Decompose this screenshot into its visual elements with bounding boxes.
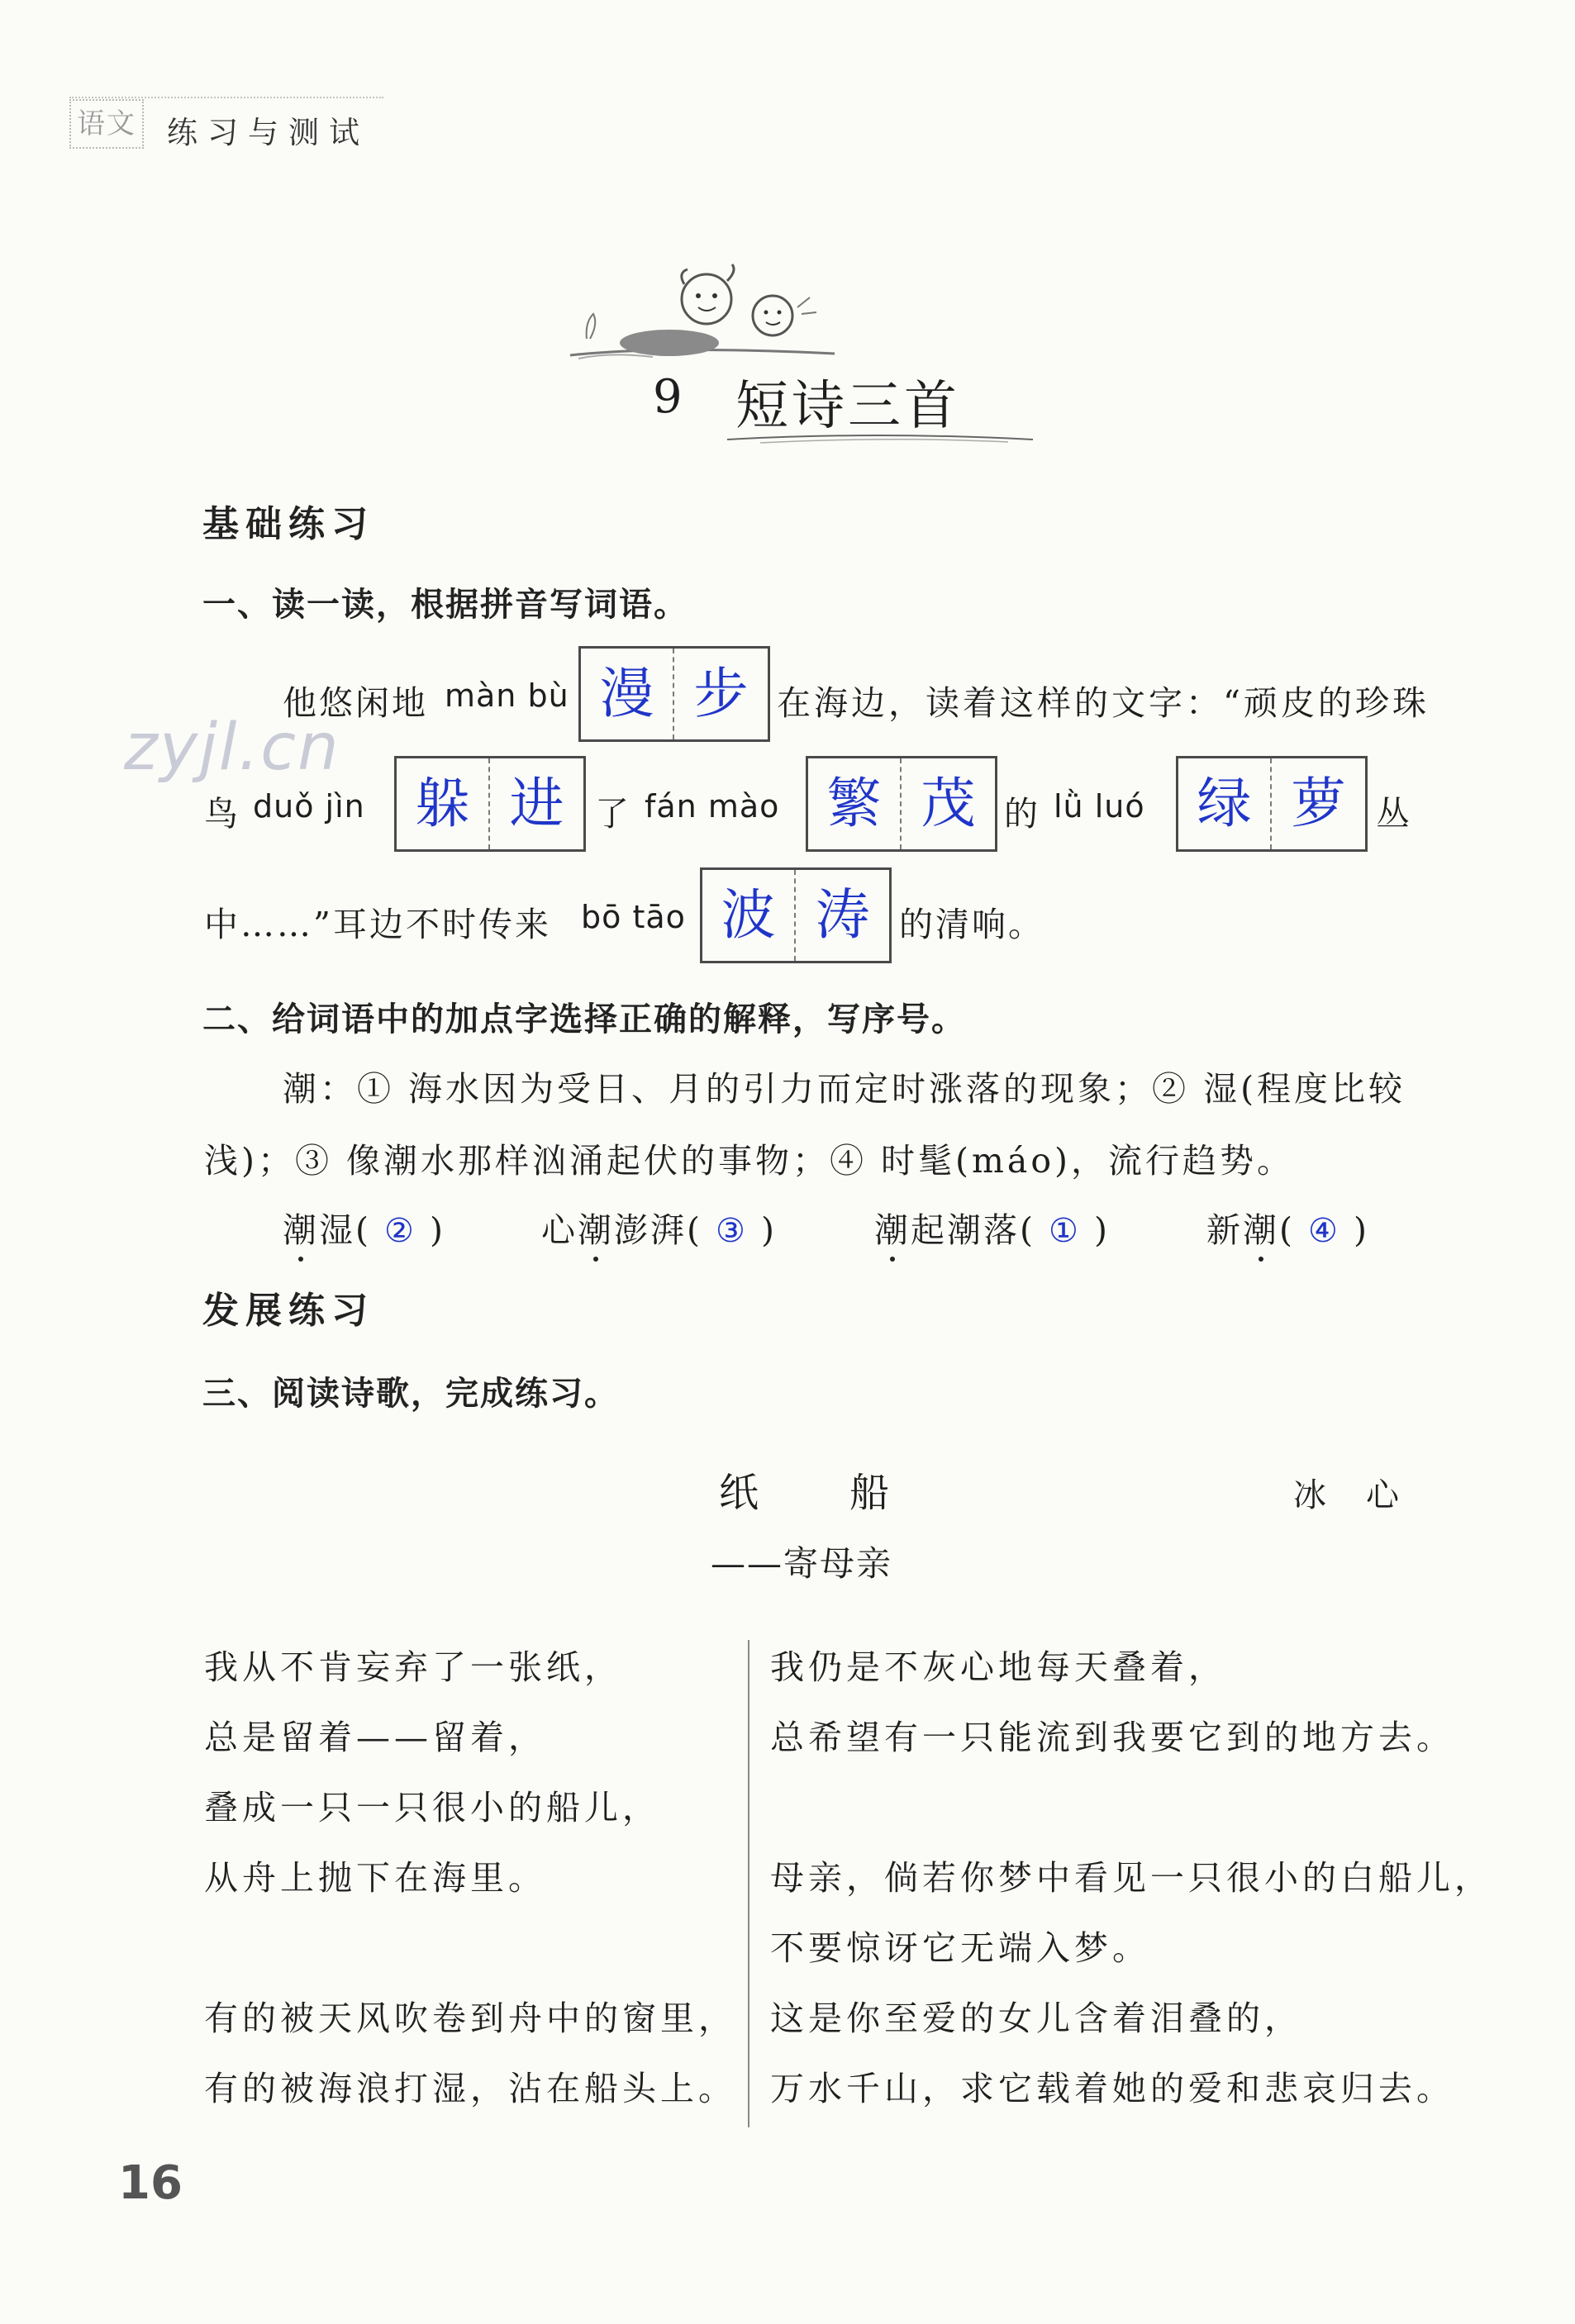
header-divider: [69, 97, 383, 98]
answer-char: 步: [693, 662, 749, 725]
poem-right-line: 母亲，倘若你梦中看见一只很小的白船儿，: [770, 1858, 1492, 1898]
pinyin-bo-tao: bō tāo: [581, 899, 686, 935]
answer-char: 漫: [581, 649, 674, 739]
q2-answer-2: ③: [716, 1212, 748, 1250]
q2-definition-line2: 浅)；③ 像潮水那样汹涌起伏的事物；④ 时髦(máo)，流行趋势。: [204, 1141, 1295, 1181]
series-title: 练习与测试: [167, 115, 369, 150]
poem-left-line: 有的被海浪打湿，沾在船头上。: [204, 2069, 736, 2108]
watermark: zyjl.cn: [124, 711, 340, 785]
answer-char: 涛: [815, 883, 870, 947]
poem-subtitle: ——寄母亲: [711, 1543, 893, 1584]
q2-definition-line1: 潮：① 海水因为受日、月的引力而定时涨落的现象；② 湿(程度比较: [283, 1069, 1406, 1109]
q1-line2-mid2: 的: [1004, 794, 1040, 834]
lesson-title: 短诗三首: [735, 376, 960, 437]
answer-char: 波: [702, 870, 796, 961]
question-1-title: 一、读一读，根据拼音写词语。: [202, 586, 688, 624]
q1-line3-pre: 中……”耳边不时传来: [204, 905, 551, 944]
subject-tag: 语文: [69, 99, 144, 149]
poem-author: 冰心: [1293, 1476, 1439, 1514]
q1-line1-post: 在海边，读着这样的文字：“顽皮的珍珠: [777, 683, 1430, 723]
answer-box-fanmao: [806, 756, 997, 852]
poem-right-line: 不要惊讶它无端入梦。: [770, 1928, 1150, 1968]
poem-left-line: 我从不肯妄弃了一张纸，: [204, 1647, 622, 1687]
pinyin-man-bu: màn bù: [445, 677, 569, 714]
q1-line1-pre: 他悠闲地: [283, 683, 428, 723]
q2-answer-3: ①: [1049, 1212, 1081, 1250]
question-3-title: 三、阅读诗歌，完成练习。: [202, 1375, 619, 1413]
answer-box-duojin: [394, 756, 586, 852]
pinyin-duo-jin: duǒ jìn: [253, 788, 365, 825]
question-2-title: 二、给词语中的加点字选择正确的解释，写序号。: [202, 1000, 966, 1038]
poem-left-line: 有的被天风吹卷到舟中的窗里，: [204, 1998, 736, 2038]
poem-left-line: 从舟上抛下在海里。: [204, 1858, 546, 1898]
answer-char: 进: [509, 772, 564, 835]
q1-line2-mid1: 了: [595, 794, 631, 834]
poem-right-line: 万水千山，求它载着她的爱和悲哀归去。: [770, 2069, 1454, 2108]
answer-box-manbu: [578, 646, 770, 742]
pinyin-lv-luo: lǜ luó: [1054, 788, 1145, 825]
q2-answer-1: ②: [384, 1212, 416, 1250]
poem-left-line: 叠成一只一只很小的船儿，: [204, 1788, 660, 1827]
lesson-number: 9: [653, 370, 683, 424]
q1-line3-post: 的清响。: [899, 905, 1044, 944]
q2-item-2: 心潮澎湃( ③ ): [541, 1210, 777, 1250]
q2-item-1: 潮湿( ② ): [283, 1210, 445, 1250]
answer-char: 萝: [1291, 772, 1346, 835]
dotted-char: 潮: [578, 1210, 614, 1250]
answer-char: 茂: [921, 772, 976, 835]
q2-answer-4: ④: [1308, 1212, 1340, 1250]
poem-column-divider: [748, 1640, 749, 2127]
kids-illustration-icon: [562, 248, 843, 380]
dotted-char: 潮: [283, 1210, 319, 1250]
answer-box-lvluo: [1176, 756, 1368, 852]
answer-box-botao: [700, 867, 892, 963]
dotted-char: 潮: [1243, 1210, 1279, 1250]
title-underline-decoration: [727, 430, 1033, 446]
q1-line2-post: 丛: [1376, 794, 1412, 834]
answer-char: 绿: [1178, 758, 1272, 849]
q2-item-4: 新潮( ④ ): [1206, 1210, 1369, 1250]
dotted-char: 潮: [874, 1210, 911, 1250]
poem-left-line: 总是留着——留着，: [204, 1718, 546, 1757]
section-development-practice: 发展练习: [202, 1290, 374, 1332]
pinyin-fan-mao: fán mào: [645, 788, 780, 825]
poem-right-line: 总希望有一只能流到我要它到的地方去。: [770, 1718, 1454, 1757]
page-number: 16: [118, 2156, 183, 2210]
poem-right-line: 我仍是不灰心地每天叠着，: [770, 1647, 1226, 1687]
poem-right-line: 这是你至爱的女儿含着泪叠的，: [770, 1998, 1302, 2038]
poem-title: 纸船: [719, 1470, 981, 1516]
q2-item-3: 潮起潮落( ① ): [874, 1210, 1110, 1250]
answer-char: 躲: [397, 758, 490, 849]
section-basic-practice: 基础练习: [202, 503, 374, 545]
answer-char: 繁: [808, 758, 902, 849]
q1-line2-pre: 鸟: [204, 794, 240, 834]
